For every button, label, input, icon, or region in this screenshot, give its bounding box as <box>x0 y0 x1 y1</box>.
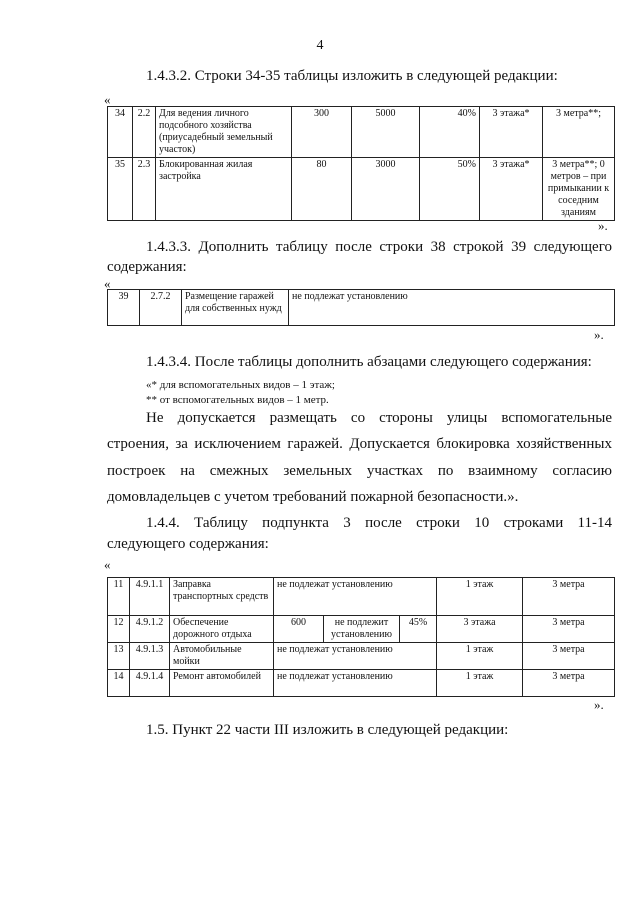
footnote-2: ** от вспомогательных видов – 1 метр. <box>146 394 329 406</box>
cell-distance: 3 метра <box>523 670 615 697</box>
cell-code: 4.9.1.3 <box>130 643 170 670</box>
clause-1-4-4-cont: следующего содержания: <box>107 536 269 552</box>
open-quote: « <box>104 557 111 572</box>
cell-floors: 1 этаж <box>437 670 523 697</box>
cell-percent: 40% <box>420 107 480 158</box>
cell-row-number: 39 <box>108 290 140 326</box>
cell-value: не подлежат установлению <box>274 670 437 697</box>
cell-name: Обеспечение дорожного отдыха <box>170 616 274 643</box>
cell-floors: 3 этажа <box>437 616 523 643</box>
cell-value: не подлежат установлению <box>289 290 615 326</box>
cell-name: Блокированная жилая застройка <box>156 158 292 221</box>
table-rows-34-35 <box>107 106 615 221</box>
cell-floors: 3 этажа* <box>480 158 543 221</box>
cell-floors: 1 этаж <box>437 643 523 670</box>
cell-name: Автомобильные мойки <box>170 643 274 670</box>
table-row <box>108 578 615 616</box>
clause-1-4-3-2: 1.4.3.2. Строки 34-35 таблицы изложить в следующей редакции: <box>146 68 558 84</box>
cell-distance: 3 метра**; 0 метров – при примыкании к соседним зданиям <box>543 158 615 221</box>
table-row <box>108 616 615 643</box>
page-number: 4 <box>316 38 324 53</box>
clause-1-4-4: 1.4.4. Таблицу подпункта 3 после строки 10 строками 11-14 <box>146 515 612 531</box>
cell-distance: 3 метра <box>523 578 615 616</box>
cell-floors: 3 этажа* <box>480 107 543 158</box>
cell-distance: 3 метра <box>523 643 615 670</box>
cell-value: не подлежат установлению <box>274 578 437 616</box>
cell-row-number: 11 <box>108 578 130 616</box>
cell-percent: 45% <box>400 616 437 643</box>
cell-distance: 3 метра**; <box>543 107 615 158</box>
cell-min-area: 600 <box>274 616 324 643</box>
cell-row-number: 35 <box>108 158 133 221</box>
cell-max-area: 3000 <box>352 158 420 221</box>
cell-row-number: 13 <box>108 643 130 670</box>
cell-code: 2.3 <box>133 158 156 221</box>
table-row <box>108 290 615 326</box>
cell-code: 2.7.2 <box>140 290 182 326</box>
table-row <box>108 643 615 670</box>
cell-value: не подлежат установлению <box>274 643 437 670</box>
cell-name: Заправка транспортных средств <box>170 578 274 616</box>
clause-1-4-3-3-cont: содержания: <box>107 259 187 275</box>
cell-code: 2.2 <box>133 107 156 158</box>
cell-code: 4.9.1.4 <box>130 670 170 697</box>
cell-code: 4.9.1.2 <box>130 616 170 643</box>
paragraph-line: построек на смежных земельных участках по взаимному согласию <box>107 463 612 479</box>
cell-name: Размещение гаражей для собственных нужд <box>182 290 289 326</box>
cell-max-area: не подлежит установлению <box>324 616 400 643</box>
open-quote: « <box>104 92 111 107</box>
table-row <box>108 158 615 221</box>
open-quote: « <box>104 276 111 291</box>
cell-row-number: 12 <box>108 616 130 643</box>
clause-1-5: 1.5. Пункт 22 части III изложить в следующей редакции: <box>146 722 509 738</box>
cell-row-number: 14 <box>108 670 130 697</box>
table-row <box>108 107 615 158</box>
table-row <box>108 670 615 697</box>
close-quote: ». <box>598 218 608 233</box>
footnote-1: «* для вспомогательных видов – 1 этаж; <box>146 379 335 391</box>
table-row-39 <box>107 289 615 326</box>
cell-max-area: 5000 <box>352 107 420 158</box>
cell-name: Ремонт автомобилей <box>170 670 274 697</box>
close-quote: ». <box>594 697 604 712</box>
paragraph-line: домовладельцев с учетом требований пожарной безопасности.». <box>107 489 519 505</box>
close-quote: ». <box>594 327 604 342</box>
clause-1-4-3-3: 1.4.3.3. Дополнить таблицу после строки 38 строкой 39 следующего <box>146 239 612 255</box>
cell-min-area: 300 <box>292 107 352 158</box>
paragraph-line: строения, за исключением гаражей. Допускается блокировка хозяйственных <box>107 436 612 452</box>
paragraph-line: Не допускается размещать со стороны улицы вспомогательные <box>146 410 612 426</box>
cell-code: 4.9.1.1 <box>130 578 170 616</box>
cell-name: Для ведения личного подсобного хозяйства (приусадебный земельный участок) <box>156 107 292 158</box>
cell-distance: 3 метра <box>523 616 615 643</box>
cell-min-area: 80 <box>292 158 352 221</box>
clause-1-4-3-4: 1.4.3.4. После таблицы дополнить абзацами следующего содержания: <box>146 354 592 370</box>
table-rows-11-14 <box>107 577 615 697</box>
cell-percent: 50% <box>420 158 480 221</box>
cell-row-number: 34 <box>108 107 133 158</box>
cell-floors: 1 этаж <box>437 578 523 616</box>
